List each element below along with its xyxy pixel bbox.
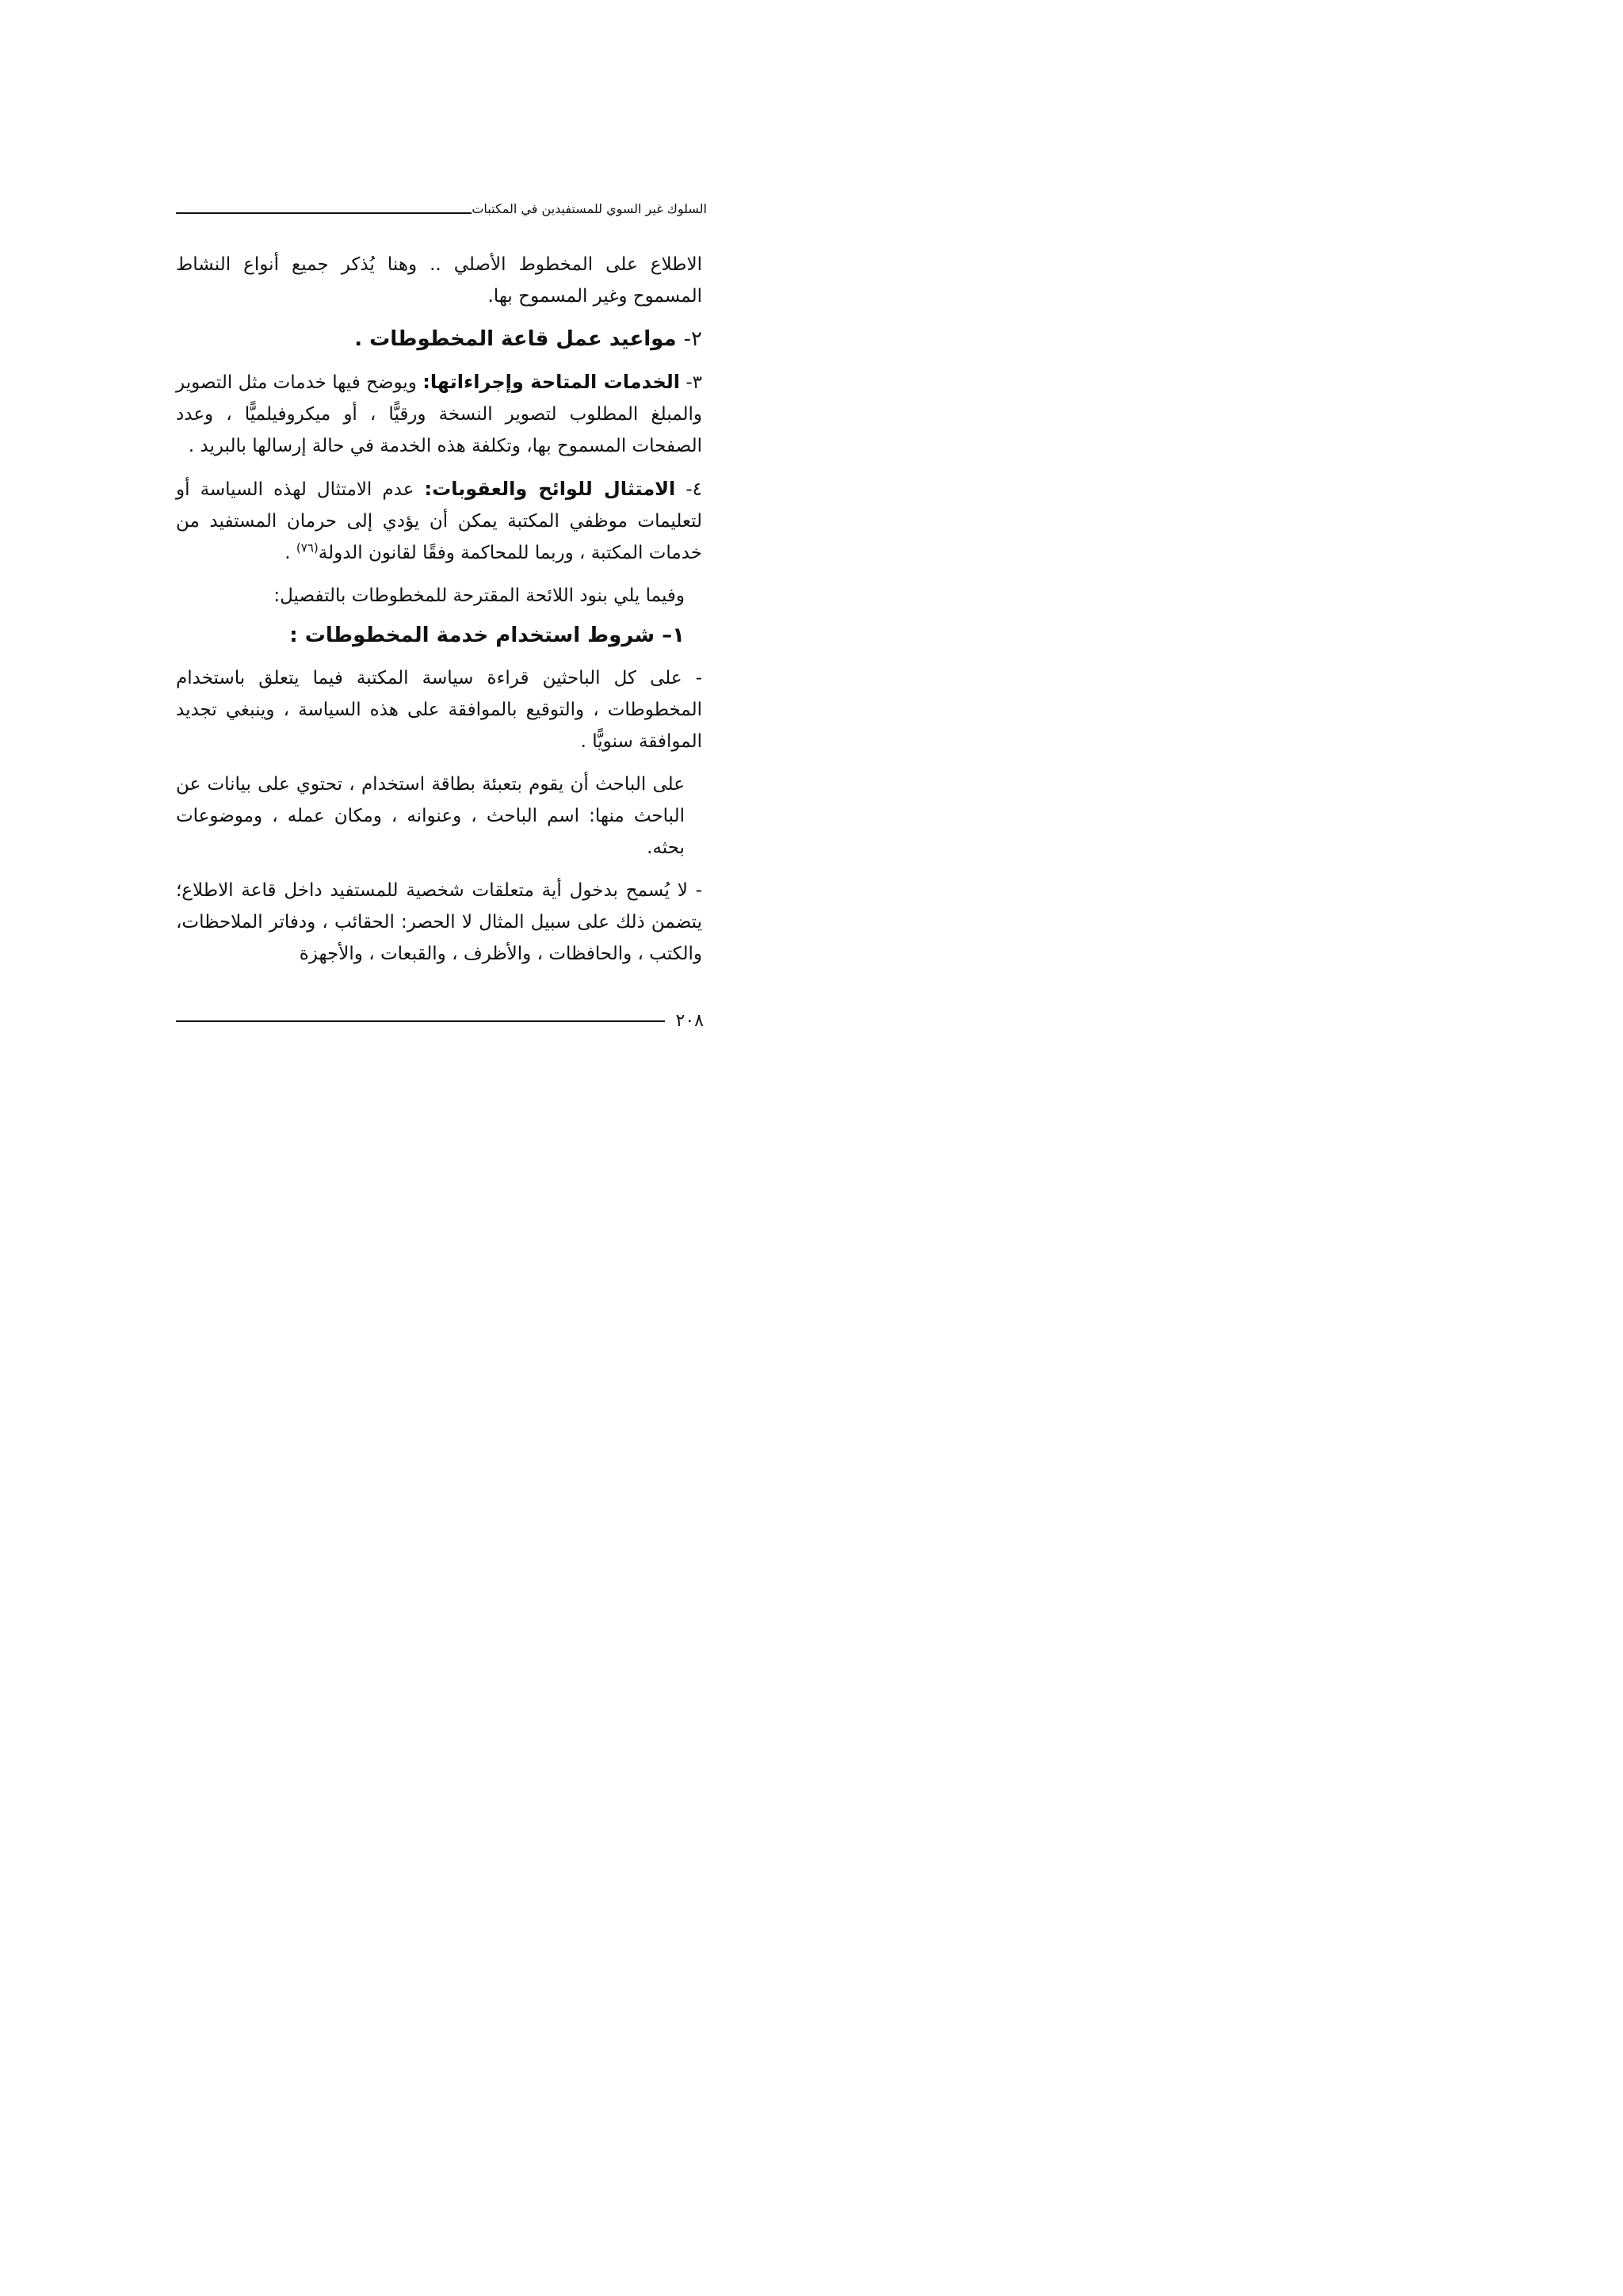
header-rule bbox=[176, 212, 472, 214]
section-heading-1: ١– شروط استخدام خدمة المخطوطات : bbox=[289, 624, 685, 647]
page-footer bbox=[176, 1011, 704, 1031]
footer-rule bbox=[176, 1020, 665, 1022]
item-number: ٢- bbox=[683, 327, 702, 351]
heading-item-2 bbox=[176, 323, 702, 355]
paragraph-item-4 bbox=[176, 473, 702, 569]
running-header bbox=[176, 201, 707, 217]
intro-paragraph: وفيما يلي بنود اللائحة المقترحة للمخطوطات بالتفصيل: bbox=[273, 585, 685, 606]
paragraph-continuation: الاطلاع على المخطوط الأصلي .. وهنا يُذكر جميع أنواع النشاط المسموح وغير المسموح بها. bbox=[176, 254, 702, 307]
paragraph-lead: الخدمات المتاحة وإجراءاتها: bbox=[422, 371, 680, 393]
bullet-item-2: - لا يُسمح بدخول أية متعلقات شخصية للمستفيد داخل قاعة الاطلاع؛ يتضمن ذلك على سبيل المثال لا الحصر: الحقائب ، ودفاتر الملاحظات، والكتب ، والحافظات ، والأظرف ، والقبعات ، والأجهزة bbox=[176, 880, 702, 964]
footnote-reference: (٧٦) bbox=[296, 540, 319, 555]
paragraph-lead: الامتثال للوائح والعقوبات: bbox=[424, 478, 676, 500]
paragraph-text: ويوضح فيها خدمات مثل التصوير والمبلغ المطلوب لتصوير النسخة ورقيًّا ، أو ميكروفيلميًّا ، وعدد الصفحات المسموح بها، وتكلفة هذه الخدمة في حالة إرسالها بالبريد . bbox=[176, 372, 702, 456]
paragraph-text: عدم الامتثال لهذه السياسة أو لتعليمات موظفي المكتبة يمكن أن يؤدي إلى حرمان المستفيد من خدمات المكتبة ، وربما للمحاكمة وفقًا لقانون الدولة bbox=[176, 479, 702, 563]
item-number: ٣- bbox=[685, 372, 703, 393]
item-number: ٤- bbox=[685, 479, 703, 500]
document-page bbox=[0, 0, 874, 1237]
paragraph-end: . bbox=[285, 543, 296, 563]
page-number: ٢٠٨ bbox=[675, 1011, 704, 1031]
paragraph-item-3 bbox=[176, 366, 702, 462]
running-title: السلوك غير السوي للمستفيدين في المكتبات bbox=[472, 201, 707, 216]
body-text bbox=[176, 249, 702, 981]
heading-text: مواعيد عمل قاعة المخطوطات . bbox=[354, 327, 677, 351]
paragraph-researcher-card: على الباحث أن يقوم بتعبئة بطاقة استخدام ، تحتوي على بيانات عن الباحث منها: اسم الباحث ، وعنوانه ، ومكان عمله ، وموضوعات بحثه. bbox=[176, 774, 685, 858]
bullet-item-1: - على كل الباحثين قراءة سياسة المكتبة فيما يتعلق باستخدام المخطوطات ، والتوقيع بالموافقة على هذه السياسة ، وينبغي تجديد الموافقة سنويًّا . bbox=[176, 668, 702, 752]
